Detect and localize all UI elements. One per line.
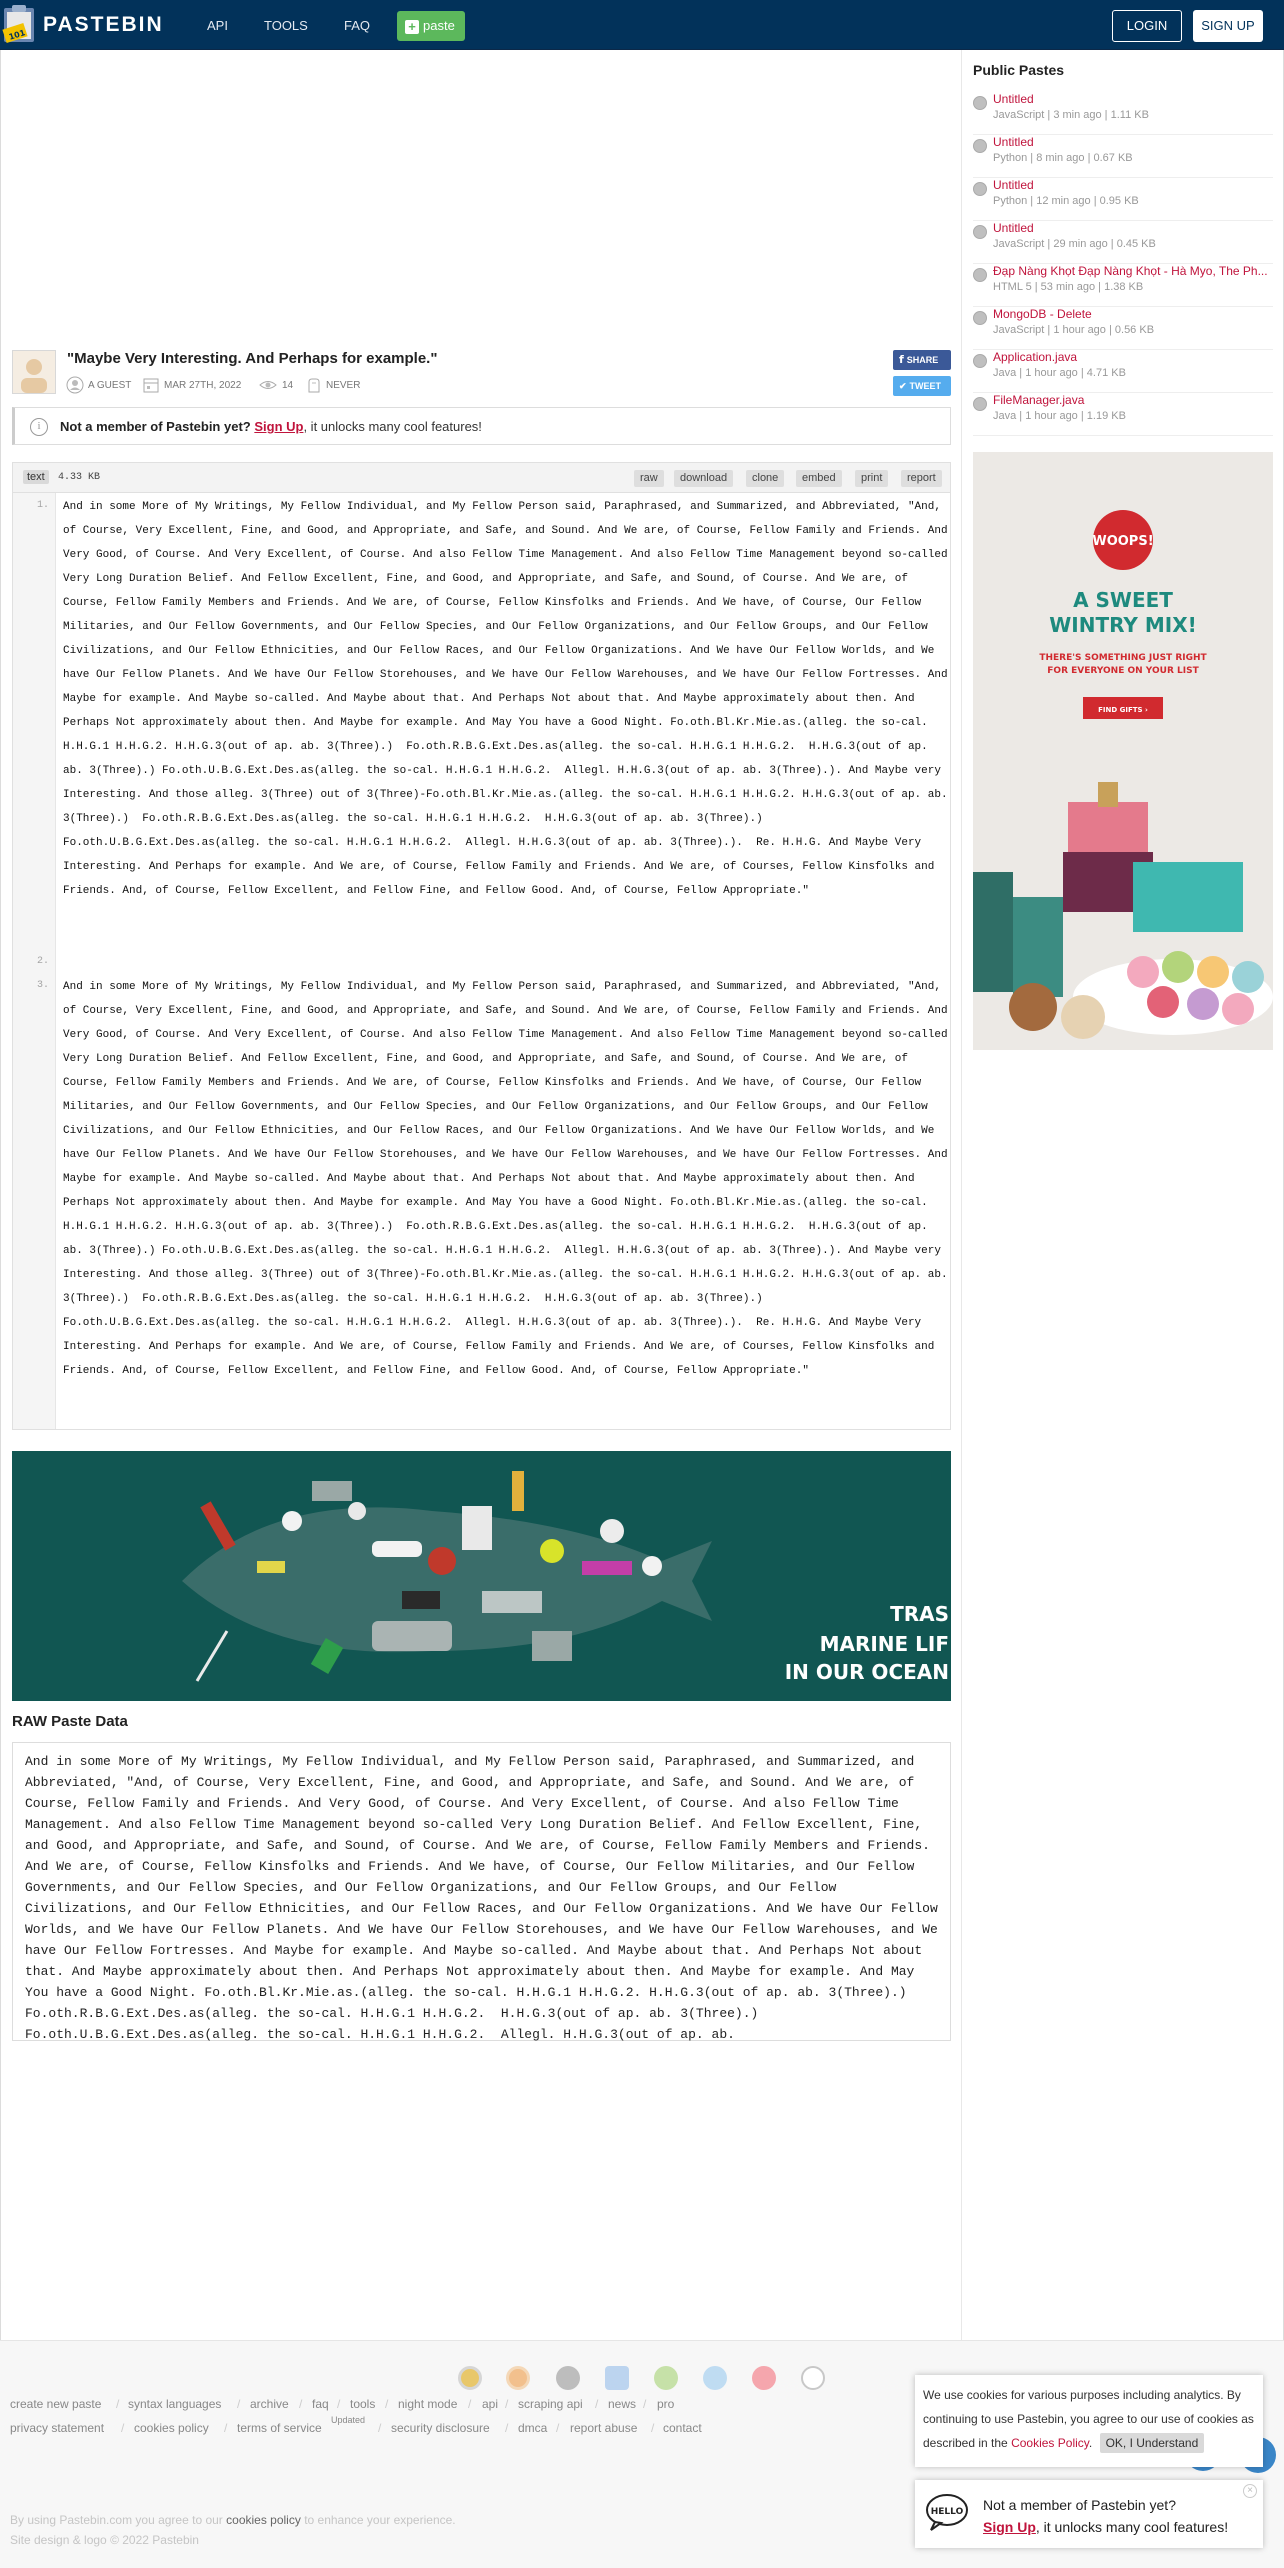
raw-paste-title: RAW Paste Data	[12, 1713, 128, 1730]
paste-size: 4.33 KB	[58, 472, 101, 483]
paste-views: 14	[282, 380, 294, 391]
user-icon	[66, 376, 84, 394]
footer-separator: /	[651, 2421, 655, 2435]
footer-link-archive[interactable]: archive	[250, 2397, 289, 2411]
footer-link-privacy[interactable]: privacy statement	[10, 2421, 105, 2435]
public-paste-item[interactable]	[973, 264, 1273, 307]
footer-link-contact[interactable]: contact	[663, 2421, 702, 2435]
svg-text:101: 101	[7, 28, 27, 42]
notice-signup-link[interactable]: Sign Up	[254, 419, 304, 434]
hello-text: HELLO	[930, 2507, 964, 2517]
cookie-policy-link[interactable]: Cookies Policy	[1011, 2436, 1089, 2450]
footer-separator: /	[556, 2421, 560, 2435]
notice-suffix: , it unlocks many cool features!	[303, 419, 482, 434]
public-paste-item[interactable]	[973, 350, 1273, 393]
footer-link-scraping-api[interactable]: scraping api	[518, 2397, 583, 2411]
footer-link-news[interactable]: news	[608, 2397, 637, 2411]
public-paste-meta: Python | 12 min ago | 0.95 KB	[993, 195, 1139, 207]
public-paste-name[interactable]: Untitled	[993, 92, 1034, 106]
login-button[interactable]: LOGIN	[1112, 10, 1182, 42]
paste-type-icon	[973, 311, 987, 325]
cookie-consent-banner: We use cookies for various purposes including analytics. By continuing to use Pastebin, you agree to our use of cookies as described in the Cookies Policy. OK, I Understand	[915, 2375, 1263, 2467]
footer-separator: /	[224, 2421, 228, 2435]
paste-type-icon	[973, 182, 987, 196]
new-paste-button[interactable]	[397, 11, 465, 41]
raw-paste-textarea[interactable]	[12, 1742, 951, 2041]
footer-copyright: Site design & logo © 2022 Pastebin	[10, 2533, 199, 2547]
paste-type-icon	[973, 397, 987, 411]
line-number: 2.	[36, 956, 49, 967]
eye-icon	[259, 376, 277, 394]
ios-app-icon[interactable]	[556, 2366, 580, 2390]
footer-separator: /	[116, 2397, 120, 2411]
promo-line-1: Not a member of Pastebin yet?	[983, 2497, 1176, 2513]
author-avatar[interactable]	[12, 350, 56, 394]
line-number: 3.	[36, 980, 49, 991]
public-paste-name[interactable]: Untitled	[993, 178, 1034, 192]
code-line-1: And in some More of My Writings, My Fellow Individual, and My Fellow Person said, Paraphrased, and Summarized, and Abbreviated, "And, of Course, Very Excellent, Fine, and Good, and Appropriate, and Safe, and Sound. And We are, of Course, Fellow Family and Friends. And Very Good, of Course. And Very Excellent, of Course. And also Fellow Time Management. And also Fellow Time Management beyond so-called Very Long Duration Belief. And Fellow Excellent, Fine, and Good, and Appropriate, and Safe, and Sound, of Course. And We are, of Course, Fellow Family Members and Friends. And We are, of Course, Fellow Kinsfolks and Friends. And We have, of Course, Our Fellow Militaries, and Our Fellow Governments, and Our Fellow Species, and Our Fellow Organizations, and Our Fellow Groups, and Our Fellow Civilizations, and Our Fellow Ethnicities, and Our Fellow Races, and Our Fellow Organizations. And We have Our Fellow Worlds, and We have Our Fellow Planets. And We have Our Fellow Storehouses, and We have Our Fellow Warehouses, and We have Our Fellow Fortresses. And Maybe for example. And Maybe so-called. And Maybe about that. And Perhaps Not about that. And Maybe approximately about then. And Perhaps Not approximately about then. And Maybe for example. And May You have a Good Night. Fo.oth.Bl.Kr.Mie.as.(alleg. the so-cal. H.H.G.1 H.H.G.2. H.H.G.3(out of ap. ab. 3(Three).) Fo.oth.R.B.G.Ext.Des.as(alleg. the so-cal. H.H.G.1 H.H.G.2. H.H.G.3(out of ap. ab. 3(Three).) Fo.oth.U.B.G.Ext.Des.as(alleg. the so-cal. H.H.G.1 H.H.G.2. Allegl. H.H.G.3(out of ap. ab. 3(Three).). And Maybe very Interesting. And those alleg. 3(Three) out of 3(Three)-Fo.oth.Bl.Kr.Mie.as.(alleg. the so-cal. H.H.G.1 H.H.G.2. H.H.G.3(out of ap. ab. 3(Three).) Fo.oth.R.B.G.Ext.Des.as(alleg. the so-cal. H.H.G.1 H.H.G.2. H.H.G.3(out of ap. ab. 3(Three).) Fo.oth.U.B.G.Ext.Des.as(alleg. the so-cal. H.H.G.1 H.H.G.2. Allegl. H.H.G.3(out of ap. ab. 3(Three).). Re. H.H.G. And Maybe Very Interesting. And Perhaps for example. And We are, of Course, Fellow Family and Friends. And We are, of Courses, Fellow Kinsfolks and Friends. And, of Course, Fellow Excellent, and Fellow Fine, and Fellow Good. And, of Course, Fellow Appropriate."	[63, 501, 955, 897]
public-paste-name[interactable]: Application.java	[993, 350, 1078, 364]
footer-separator: /	[595, 2397, 599, 2411]
footer-link-create[interactable]: create new paste	[10, 2397, 102, 2411]
promo-suffix: , it unlocks many cool features!	[1035, 2519, 1229, 2535]
paste-expiry: NEVER	[326, 380, 361, 391]
opera-extension-icon[interactable]	[752, 2366, 776, 2390]
close-icon[interactable]: ×	[1243, 2484, 1257, 2498]
hello-bubble-icon	[925, 2492, 969, 2532]
public-paste-name[interactable]: MongoDB - Delete	[993, 307, 1092, 321]
footer-link-cookies[interactable]: cookies policy	[134, 2421, 209, 2435]
code-viewer	[12, 492, 955, 1430]
line-gutter	[13, 493, 56, 1429]
brand-name[interactable]: PASTEBIN	[43, 13, 164, 36]
signup-promo-popup	[915, 2480, 1263, 2548]
mac-app-icon[interactable]	[703, 2366, 727, 2390]
public-paste-item[interactable]	[973, 178, 1273, 221]
android-app-icon[interactable]	[654, 2366, 678, 2390]
firefox-extension-icon[interactable]	[506, 2366, 530, 2390]
public-pastes-title: Public Pastes	[973, 62, 1065, 78]
chrome-extension-icon[interactable]	[458, 2366, 482, 2390]
ad-headline-2: WINTRY MIX!	[1049, 613, 1197, 637]
promo-signup-link[interactable]: Sign Up	[983, 2519, 1036, 2535]
footer-separator: /	[121, 2421, 125, 2435]
public-paste-item[interactable]	[973, 393, 1273, 436]
pastebin-logo-icon[interactable]	[2, 4, 38, 44]
sidebar-advertisement[interactable]	[973, 452, 1273, 1050]
ad-headline-1: A SWEET	[1073, 588, 1173, 612]
paste-type-icon	[973, 268, 987, 282]
banner-line-2: MARINE LIF	[819, 1632, 949, 1656]
paste-author[interactable]: A GUEST	[88, 380, 132, 391]
raw-paste-text[interactable]: And in some More of My Writings, My Fellow Individual, and My Fellow Person said, Paraphrased, and Summarized, and Abbreviated, "And, of Course, Very Excellent, Fine, and Good, and Appropriate, and Safe, and Sound. And We are, of Course, Fellow Family and Friends. And Very Good, of Course. And Very Excellent, of Course. And also Fellow Time Management. And also Fellow Time Management beyond so-called Very Long Duration Belief. And Fellow Excellent, Fine, and Good, and Appropriate, and Safe, and Sound, of Course. And We are, of Course, Fellow Family Members and Friends. And We are, of Course, Fellow Kinsfolks and Friends. And We have, of Course, Our Fellow Militaries, and Our Fellow Governments, and Our Fellow Species, and Our Fellow Organizations, and Our Fellow Groups, and Our Fellow Civilizations, and Our Fellow Ethnicities, and Our Fellow Races, and Our Fellow Organizations. And We have Our Fellow Worlds, and We have Our Fellow Planets. And We have Our Fellow Storehouses, and We have Our Fellow Warehouses, and We have Our Fellow Fortresses. And Maybe for example. And Maybe so-called. And Maybe about that. And Perhaps Not about that. And Maybe approximately about then. And Perhaps Not approximately about then. And Maybe for example. And May You have a Good Night. Fo.oth.Bl.Kr.Mie.as.(alleg. the so-cal. H.H.G.1 H.H.G.2. H.H.G.3(out of ap. ab. 3(Three).) Fo.oth.R.B.G.Ext.Des.as(alleg. the so-cal. H.H.G.1 H.H.G.2. H.H.G.3(out of ap. ab. 3(Three).) Fo.oth.U.B.G.Ext.Des.as(alleg. the so-cal. H.H.G.1 H.H.G.2. Allegl. H.H.G.3(out of ap. ab.	[25, 1754, 946, 2042]
public-paste-meta: HTML 5 | 53 min ago | 1.38 KB	[993, 281, 1144, 293]
code-toolbar	[12, 462, 951, 492]
public-paste-name[interactable]: Untitled	[993, 135, 1034, 149]
public-paste-meta: Python | 8 min ago | 0.67 KB	[993, 152, 1133, 164]
public-paste-meta: JavaScript | 1 hour ago | 0.56 KB	[993, 324, 1155, 336]
windows-app-icon[interactable]	[605, 2366, 629, 2390]
agree-prefix: By using Pastebin.com you agree to our	[10, 2513, 223, 2527]
info-icon: i	[30, 418, 48, 436]
footer-separator: /	[505, 2421, 509, 2435]
promo-text	[983, 2494, 1228, 2538]
linux-app-icon[interactable]	[801, 2366, 825, 2390]
public-paste-meta: JavaScript | 3 min ago | 1.11 KB	[993, 109, 1149, 121]
footer-separator: /	[385, 2397, 389, 2411]
footer-separator: /	[299, 2397, 303, 2411]
embed-button[interactable]: embed	[796, 470, 842, 487]
tweet-label: TWEET	[909, 381, 942, 391]
signup-button[interactable]: SIGN UP	[1193, 10, 1263, 42]
footer-link-security[interactable]: security disclosure	[391, 2421, 490, 2435]
ad-cta: FIND GIFTS ›	[1098, 706, 1148, 714]
footer-separator: /	[468, 2397, 472, 2411]
footer-separator: /	[237, 2397, 241, 2411]
notice-text	[60, 419, 482, 434]
footer-separator: /	[505, 2397, 509, 2411]
public-paste-name[interactable]: Đạp Nàng Khọt Đạp Nàng Khọt - Hà Myo, The Ph...	[993, 264, 1268, 278]
notice-prefix: Not a member of Pastebin yet?	[60, 419, 251, 434]
facebook-icon: f	[899, 353, 904, 366]
footer-link-tools[interactable]: tools	[350, 2397, 376, 2411]
banner-line-1: TRAS	[890, 1602, 949, 1626]
share-label: SHARE	[906, 355, 939, 365]
syntax-tag[interactable]: text	[23, 470, 49, 484]
facebook-share-button[interactable]	[893, 350, 951, 370]
paste-title: "Maybe Very Interesting. And Perhaps for example."	[67, 350, 438, 367]
ad-badge: WOOPS!	[1092, 534, 1154, 549]
paste-type-icon	[973, 139, 987, 153]
expiry-icon	[304, 376, 322, 394]
agree-suffix: to enhance your experience.	[304, 2513, 456, 2527]
nav-faq[interactable]: FAQ	[344, 18, 371, 33]
footer-agree-text	[10, 2513, 456, 2527]
footer-separator: /	[378, 2421, 382, 2435]
cookie-ok-button[interactable]: OK, I Understand	[1100, 2433, 1205, 2453]
print-button[interactable]: print	[855, 470, 888, 487]
code-line-3: And in some More of My Writings, My Fellow Individual, and My Fellow Person said, Paraphrased, and Summarized, and Abbreviated, "And, of Course, Very Excellent, Fine, and Good, and Appropriate, and Safe, and Sound. And We are, of Course, Fellow Family and Friends. And Very Good, of Course. And Very Excellent, of Course. And also Fellow Time Management. And also Fellow Time Management beyond so-called Very Long Duration Belief. And Fellow Excellent, Fine, and Good, and Appropriate, and Safe, and Sound, of Course. And We are, of Course, Fellow Family Members and Friends. And We are, of Course, Fellow Kinsfolks and Friends. And We have, of Course, Our Fellow Militaries, and Our Fellow Governments, and Our Fellow Species, and Our Fellow Organizations, and Our Fellow Groups, and Our Fellow Civilizations, and Our Fellow Ethnicities, and Our Fellow Races, and Our Fellow Organizations. And We have Our Fellow Worlds, and We have Our Fellow Planets. And We have Our Fellow Storehouses, and We have Our Fellow Warehouses, and We have Our Fellow Fortresses. And Maybe for example. And Maybe so-called. And Maybe about that. And Perhaps Not about that. And Maybe approximately about then. And Perhaps Not approximately about then. And Maybe for example. And May You have a Good Night. Fo.oth.Bl.Kr.Mie.as.(alleg. the so-cal. H.H.G.1 H.H.G.2. H.H.G.3(out of ap. ab. 3(Three).) Fo.oth.R.B.G.Ext.Des.as(alleg. the so-cal. H.H.G.1 H.H.G.2. H.H.G.3(out of ap. ab. 3(Three).) Fo.oth.U.B.G.Ext.Des.as(alleg. the so-cal. H.H.G.1 H.H.G.2. Allegl. H.H.G.3(out of ap. ab. 3(Three).). And Maybe very Interesting. And those alleg. 3(Three) out of 3(Three)-Fo.oth.Bl.Kr.Mie.as.(alleg. the so-cal. H.H.G.1 H.H.G.2. H.H.G.3(out of ap. ab. 3(Three).) Fo.oth.R.B.G.Ext.Des.as(alleg. the so-cal. H.H.G.1 H.H.G.2. H.H.G.3(out of ap. ab. 3(Three).) Fo.oth.U.B.G.Ext.Des.as(alleg. the so-cal. H.H.G.1 H.H.G.2. Allegl. H.H.G.3(out of ap. ab. 3(Three).). Re. H.H.G. And Maybe Very Interesting. And Perhaps for example. And We are, of Course, Fellow Family and Friends. And We are, of Courses, Fellow Kinsfolks and Friends. And, of Course, Fellow Excellent, and Fellow Fine, and Fellow Good. And, of Course, Fellow Appropriate."	[63, 981, 955, 1377]
footer-link-syntax[interactable]: syntax languages	[128, 2397, 222, 2411]
report-button[interactable]: report	[901, 470, 942, 487]
calendar-icon	[142, 376, 160, 394]
footer-link-api[interactable]: api	[482, 2397, 499, 2411]
plus-icon: +	[405, 20, 419, 34]
cookie-text: We use cookies for various purposes including analytics. By continuing to use Pastebin, you agree to our use of cookies as described in the	[923, 2388, 1254, 2450]
ocean-trash-graphic	[12, 1451, 951, 1701]
paste-type-icon	[973, 96, 987, 110]
ad-sub-1: THERE'S SOMETHING JUST RIGHT	[1039, 653, 1207, 663]
footer-link-report-abuse[interactable]: report abuse	[570, 2421, 638, 2435]
line-number: 1.	[36, 500, 49, 511]
public-paste-item[interactable]	[973, 92, 1273, 135]
public-paste-name[interactable]: FileManager.java	[993, 393, 1085, 407]
footer-link-pro[interactable]: pro	[657, 2397, 675, 2411]
agree-cookies-link[interactable]: cookies policy	[226, 2513, 301, 2527]
tweet-button[interactable]	[893, 376, 951, 396]
twitter-icon: ✔	[899, 381, 907, 391]
footer-separator: /	[643, 2397, 647, 2411]
footer-link-night-mode[interactable]: night mode	[398, 2397, 458, 2411]
gift-ad-graphic	[973, 452, 1273, 1050]
frame-border-left	[0, 50, 1, 2340]
public-paste-name[interactable]: Untitled	[993, 221, 1034, 235]
banner-line-3: IN OUR OCEAN	[784, 1660, 949, 1684]
public-paste-meta: Java | 1 hour ago | 4.71 KB	[993, 367, 1126, 379]
top-header	[0, 0, 1284, 50]
frame-divider	[961, 50, 962, 2340]
paste-type-icon	[973, 354, 987, 368]
public-paste-meta: JavaScript | 29 min ago | 0.45 KB	[993, 238, 1156, 250]
footer-link-dmca[interactable]: dmca	[518, 2421, 548, 2435]
nav-tools[interactable]: TOOLS	[264, 18, 308, 33]
public-paste-meta: Java | 1 hour ago | 1.19 KB	[993, 410, 1126, 422]
nav-api[interactable]: API	[207, 18, 228, 33]
banner-advertisement[interactable]	[12, 1451, 951, 1701]
footer-link-faq[interactable]: faq	[312, 2397, 329, 2411]
paste-date: MAR 27TH, 2022	[164, 380, 242, 391]
clone-button[interactable]: clone	[746, 470, 784, 487]
public-paste-item[interactable]	[973, 221, 1273, 264]
footer-separator: /	[337, 2397, 341, 2411]
ad-sub-2: FOR EVERYONE ON YOUR LIST	[1047, 666, 1199, 676]
member-notice	[12, 407, 951, 445]
public-paste-item[interactable]	[973, 135, 1273, 178]
footer-link-terms[interactable]: terms of service	[237, 2421, 322, 2435]
public-paste-item[interactable]	[973, 307, 1273, 350]
raw-button[interactable]: raw	[634, 470, 664, 487]
paste-type-icon	[973, 225, 987, 239]
download-button[interactable]: download	[674, 470, 733, 487]
terms-updated-badge: Updated	[331, 2415, 366, 2425]
new-paste-label: paste	[423, 18, 455, 33]
